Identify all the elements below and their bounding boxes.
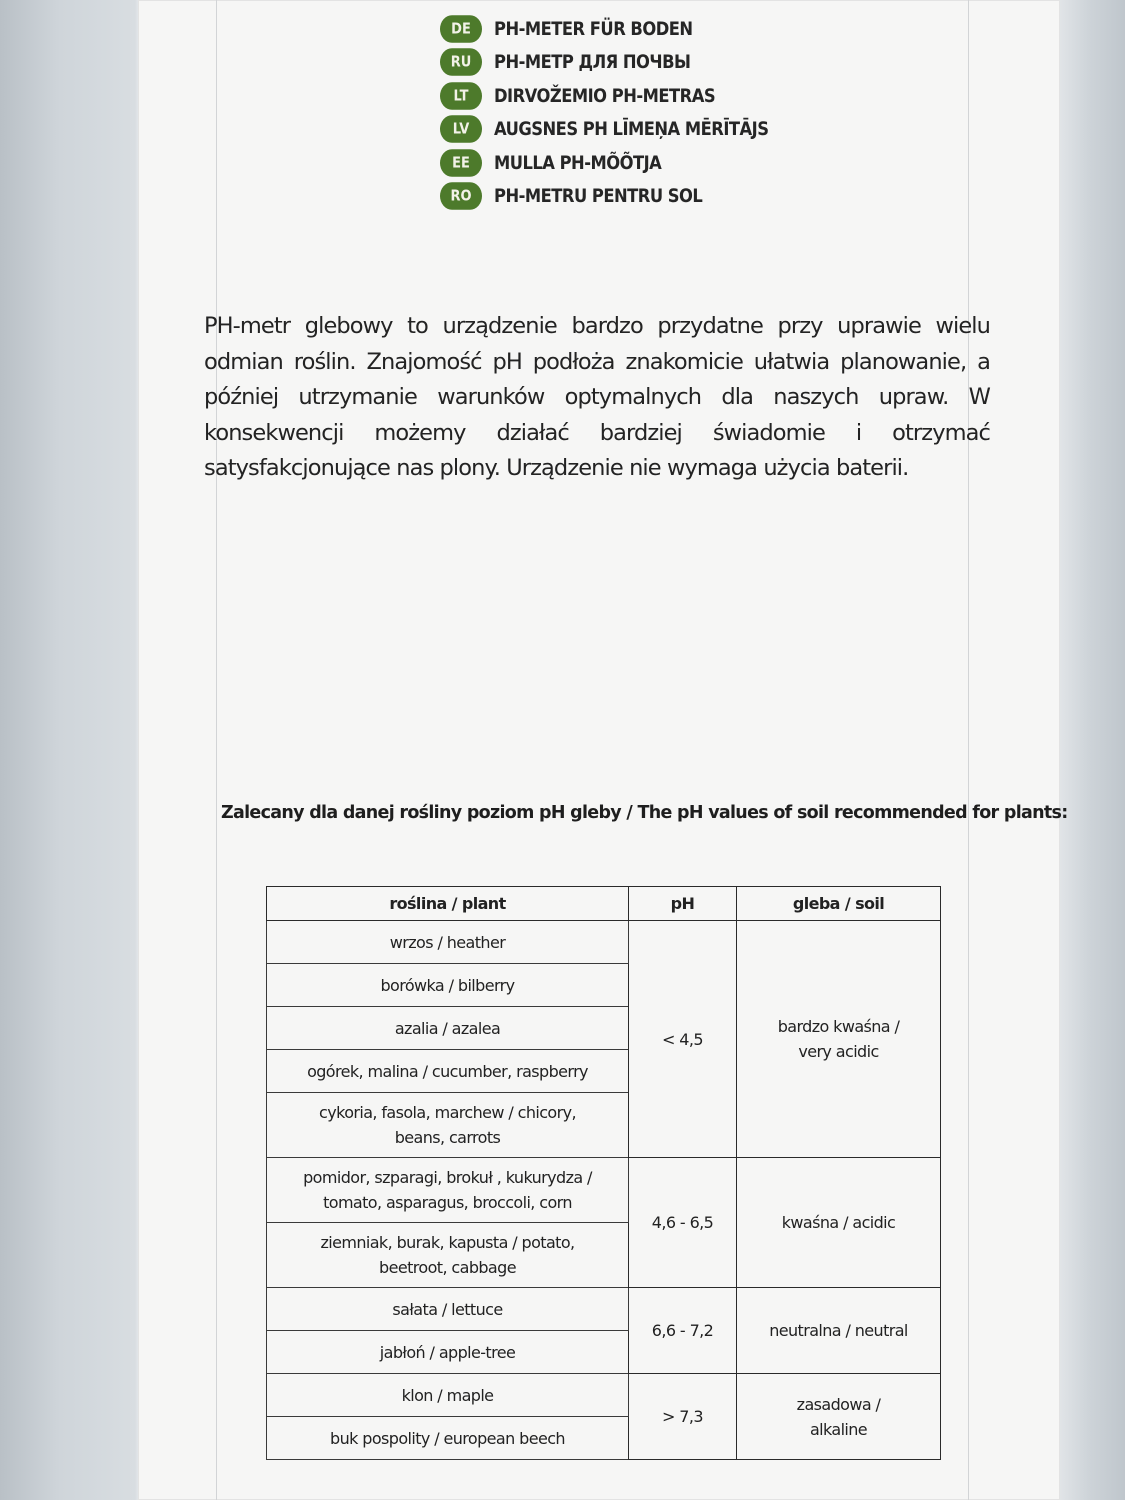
language-item xyxy=(440,12,813,46)
soil-label: zasadowa / alkaline xyxy=(796,1394,881,1439)
plant-cell xyxy=(267,921,629,964)
plant-label: azalia / azalea xyxy=(394,1018,501,1038)
language-code-badge: LT xyxy=(440,82,482,110)
language-code-badge: LV xyxy=(440,115,482,143)
plant-label: klon / maple xyxy=(401,1385,494,1405)
soil-cell xyxy=(737,921,941,1158)
language-label: PH-METRU PENTRU SOL xyxy=(494,185,703,208)
plant-cell xyxy=(267,1331,629,1374)
soil-cell xyxy=(737,1158,941,1288)
language-label: DIRVOŽEMIO PH-METRAS xyxy=(494,84,716,107)
plant-cell xyxy=(267,1417,629,1460)
ph-cell: 4,6 - 6,5 xyxy=(629,1158,737,1288)
plant-label: pomidor, szparagi, brokuł , kukurydza / tomato, asparagus, broccoli, corn xyxy=(303,1168,592,1212)
plant-label: borówka / bilberry xyxy=(380,975,515,995)
language-item xyxy=(440,79,813,113)
table-caption: Zalecany dla danej rośliny poziom pH gleby / The pH values of soil recommended for plants: xyxy=(221,803,1068,823)
plant-label: ziemniak, burak, kapusta / potato, beetroot, cabbage xyxy=(320,1233,575,1277)
table-row xyxy=(267,1158,941,1223)
language-code-badge: DE xyxy=(440,15,482,43)
table-header-row xyxy=(267,887,941,921)
plant-label: cykoria, fasola, marchew / chicory, beans, carrots xyxy=(319,1103,576,1147)
fold-line-left xyxy=(216,0,217,1500)
language-label: MULLA PH-MÕÕTJA xyxy=(494,151,662,174)
header-soil: gleba / soil xyxy=(737,887,941,921)
header-plant: roślina / plant xyxy=(267,887,629,921)
plant-label: wrzos / heather xyxy=(389,932,506,952)
plant-cell xyxy=(267,1093,629,1158)
fold-line-right xyxy=(968,0,969,1500)
plant-label: jabłoń / apple-tree xyxy=(379,1342,516,1362)
language-label: PH-МЕТР ДЛЯ ПОЧВЫ xyxy=(494,51,691,74)
soil-label: bardzo kwaśna / very acidic xyxy=(777,1017,900,1061)
plant-label: sałata / lettuce xyxy=(392,1299,503,1319)
product-description: PH-metr glebowy to urządzenie bardzo przydatne przy uprawie wielu odmian roślin. Znajomość pH podłoża znakomicie ułatwia planowanie, a później utrzymanie warunków optymalnych dla naszych upraw. W konsekwencji możemy działać bardziej świadomie i otrzymać satysfakcjonujące nas plony. Urządzenie nie wymaga użycia baterii. xyxy=(204,313,990,481)
plant-cell xyxy=(267,1223,629,1288)
language-code-badge: EE xyxy=(440,149,482,177)
language-code-badge: RU xyxy=(440,48,482,76)
plant-cell xyxy=(267,1374,629,1417)
plant-label: ogórek, malina / cucumber, raspberry xyxy=(307,1061,588,1081)
header-ph: pH xyxy=(629,887,737,921)
language-list xyxy=(440,12,813,213)
language-item xyxy=(440,113,813,147)
ph-cell: > 7,3 xyxy=(629,1374,737,1460)
plant-cell xyxy=(267,1007,629,1050)
table-row xyxy=(267,1374,941,1417)
language-item xyxy=(440,180,813,214)
language-item xyxy=(440,146,813,180)
plant-cell xyxy=(267,1158,629,1223)
soil-label: neutralna / neutral xyxy=(769,1321,908,1340)
language-code-badge: RO xyxy=(440,182,482,210)
plant-label: buk pospolity / european beech xyxy=(330,1428,565,1448)
language-label: AUGSNES PH LĪMEŅA MĒRĪTĀJS xyxy=(494,118,769,141)
ph-table xyxy=(266,886,941,1460)
language-item xyxy=(440,46,813,80)
table-row xyxy=(267,921,941,964)
ph-cell: 6,6 - 7,2 xyxy=(629,1288,737,1374)
soil-label: kwaśna / acidic xyxy=(781,1213,896,1232)
plant-cell xyxy=(267,1050,629,1093)
ph-cell: < 4,5 xyxy=(629,921,737,1158)
table-row xyxy=(267,1288,941,1331)
plant-cell xyxy=(267,1288,629,1331)
soil-cell xyxy=(737,1374,941,1460)
plant-cell xyxy=(267,964,629,1007)
language-label: PH-METER FÜR BODEN xyxy=(494,17,693,40)
soil-cell xyxy=(737,1288,941,1374)
